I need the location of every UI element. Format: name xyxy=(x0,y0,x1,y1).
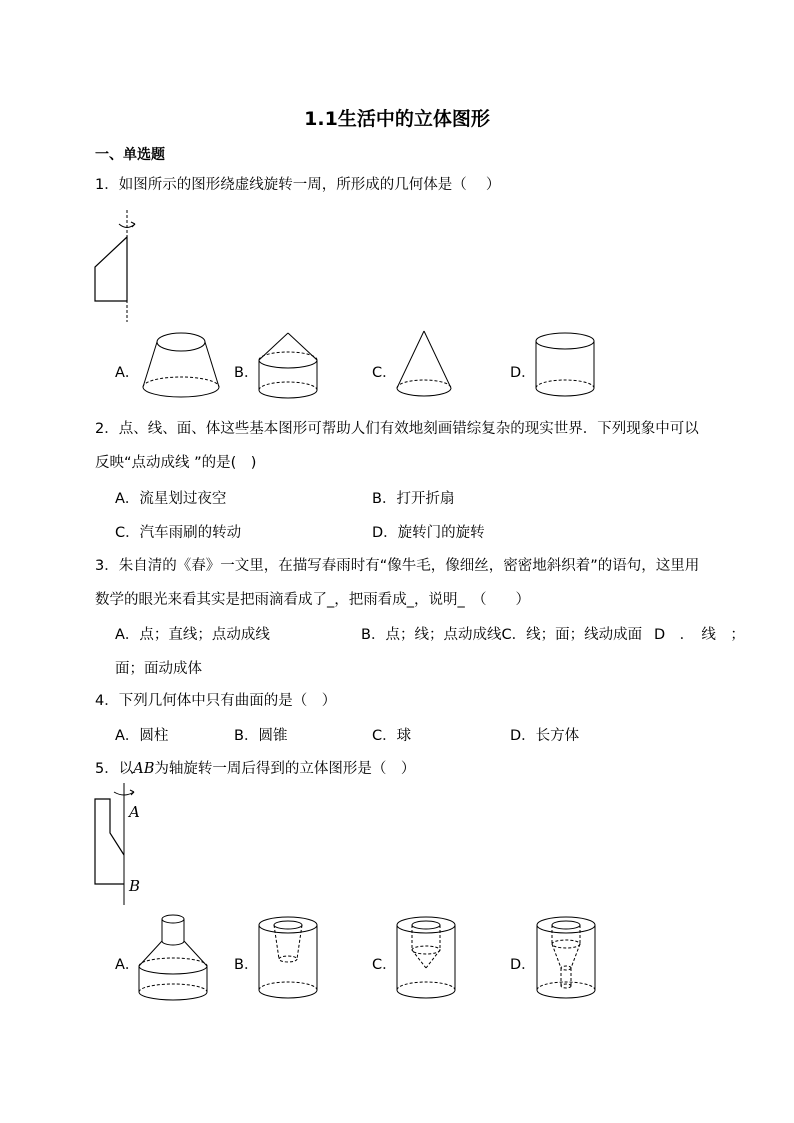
question-2-stem-line1: 2．点、线、面、体这些基本图形可帮助人们有效地刻画错综复杂的现实世界．下列现象中可以 xyxy=(95,421,699,437)
q2-option-a[interactable]: A．流星划过夜空 xyxy=(115,491,227,507)
q1-option-c-label[interactable]: C． xyxy=(372,365,397,381)
q5-option-c-figure[interactable] xyxy=(394,912,460,1002)
cone-figure[interactable] xyxy=(394,330,456,402)
q5-rotation-figure xyxy=(86,783,150,908)
q3-option-d-continued: 面；面动成体 xyxy=(115,661,202,677)
q5-axis-variable: AB xyxy=(133,761,155,777)
q5-option-d-label[interactable]: D． xyxy=(510,957,536,973)
q2-option-c[interactable]: C．汽车雨刷的转动 xyxy=(115,525,242,541)
question-3-stem-line2: 数学的眼光来看其实是把雨滴看成了_，把雨看成_，说明_ （ ） xyxy=(95,592,530,608)
q5-option-b-figure[interactable] xyxy=(256,912,322,1002)
q5-option-d-figure[interactable] xyxy=(534,912,600,1002)
question-1-stem: 1．如图所示的图形绕虚线旋转一周，所形成的几何体是（ ） xyxy=(95,177,501,193)
cylinder-figure[interactable] xyxy=(534,330,598,402)
question-4-stem: 4．下列几何体中只有曲面的是（ ） xyxy=(95,693,337,709)
cone-on-cylinder-figure[interactable] xyxy=(256,330,322,402)
page-title: 1.1生活中的立体图形 xyxy=(304,108,490,130)
question-5-stem xyxy=(95,758,415,780)
q1-rotation-figure xyxy=(86,210,146,325)
q4-option-b[interactable]: B．圆锥 xyxy=(234,728,288,744)
q1-option-a-label[interactable]: A． xyxy=(115,365,140,381)
q5-option-c-label[interactable]: C． xyxy=(372,957,397,973)
q5-polygon xyxy=(95,799,124,884)
q5-stem-post: 为轴旋转一周后得到的立体图形是（ ） xyxy=(154,761,416,777)
frustum-figure[interactable] xyxy=(138,330,224,402)
q1-option-d-label[interactable]: D． xyxy=(510,365,536,381)
q4-option-d[interactable]: D．长方体 xyxy=(510,728,580,744)
q3-option-a[interactable]: A．点；直线；点动成线 xyxy=(115,627,270,643)
q2-option-b[interactable]: B．打开折扇 xyxy=(372,491,455,507)
q4-option-c[interactable]: C．球 xyxy=(372,728,412,744)
q1-option-b-label[interactable]: B． xyxy=(234,365,259,381)
q4-option-a[interactable]: A．圆柱 xyxy=(115,728,169,744)
q5-option-a-figure[interactable] xyxy=(136,912,212,1002)
q1-polygon xyxy=(95,237,127,301)
q5-option-a-label[interactable]: A． xyxy=(115,957,140,973)
q3-option-bc[interactable]: B．点；线；点动成线C．线；面；线动成面 xyxy=(361,627,643,643)
question-2-stem-line2: 反映“点动成线 ”的是( ) xyxy=(95,455,257,471)
q5-stem-pre: 5．以 xyxy=(95,761,134,777)
q5-option-b-label[interactable]: B． xyxy=(234,957,259,973)
section-heading: 一、单选题 xyxy=(95,147,165,163)
q3-option-d[interactable]: D ． 线 ； xyxy=(654,627,745,643)
q5-point-a-label: A xyxy=(129,803,140,821)
q2-option-d[interactable]: D．旋转门的旋转 xyxy=(372,525,485,541)
question-3-stem-line1: 3．朱自清的《春》一文里，在描写春雨时有“像牛毛，像细丝，密密地斜织着”的语句，这里用 xyxy=(95,558,700,574)
q5-point-b-label: B xyxy=(129,877,141,895)
